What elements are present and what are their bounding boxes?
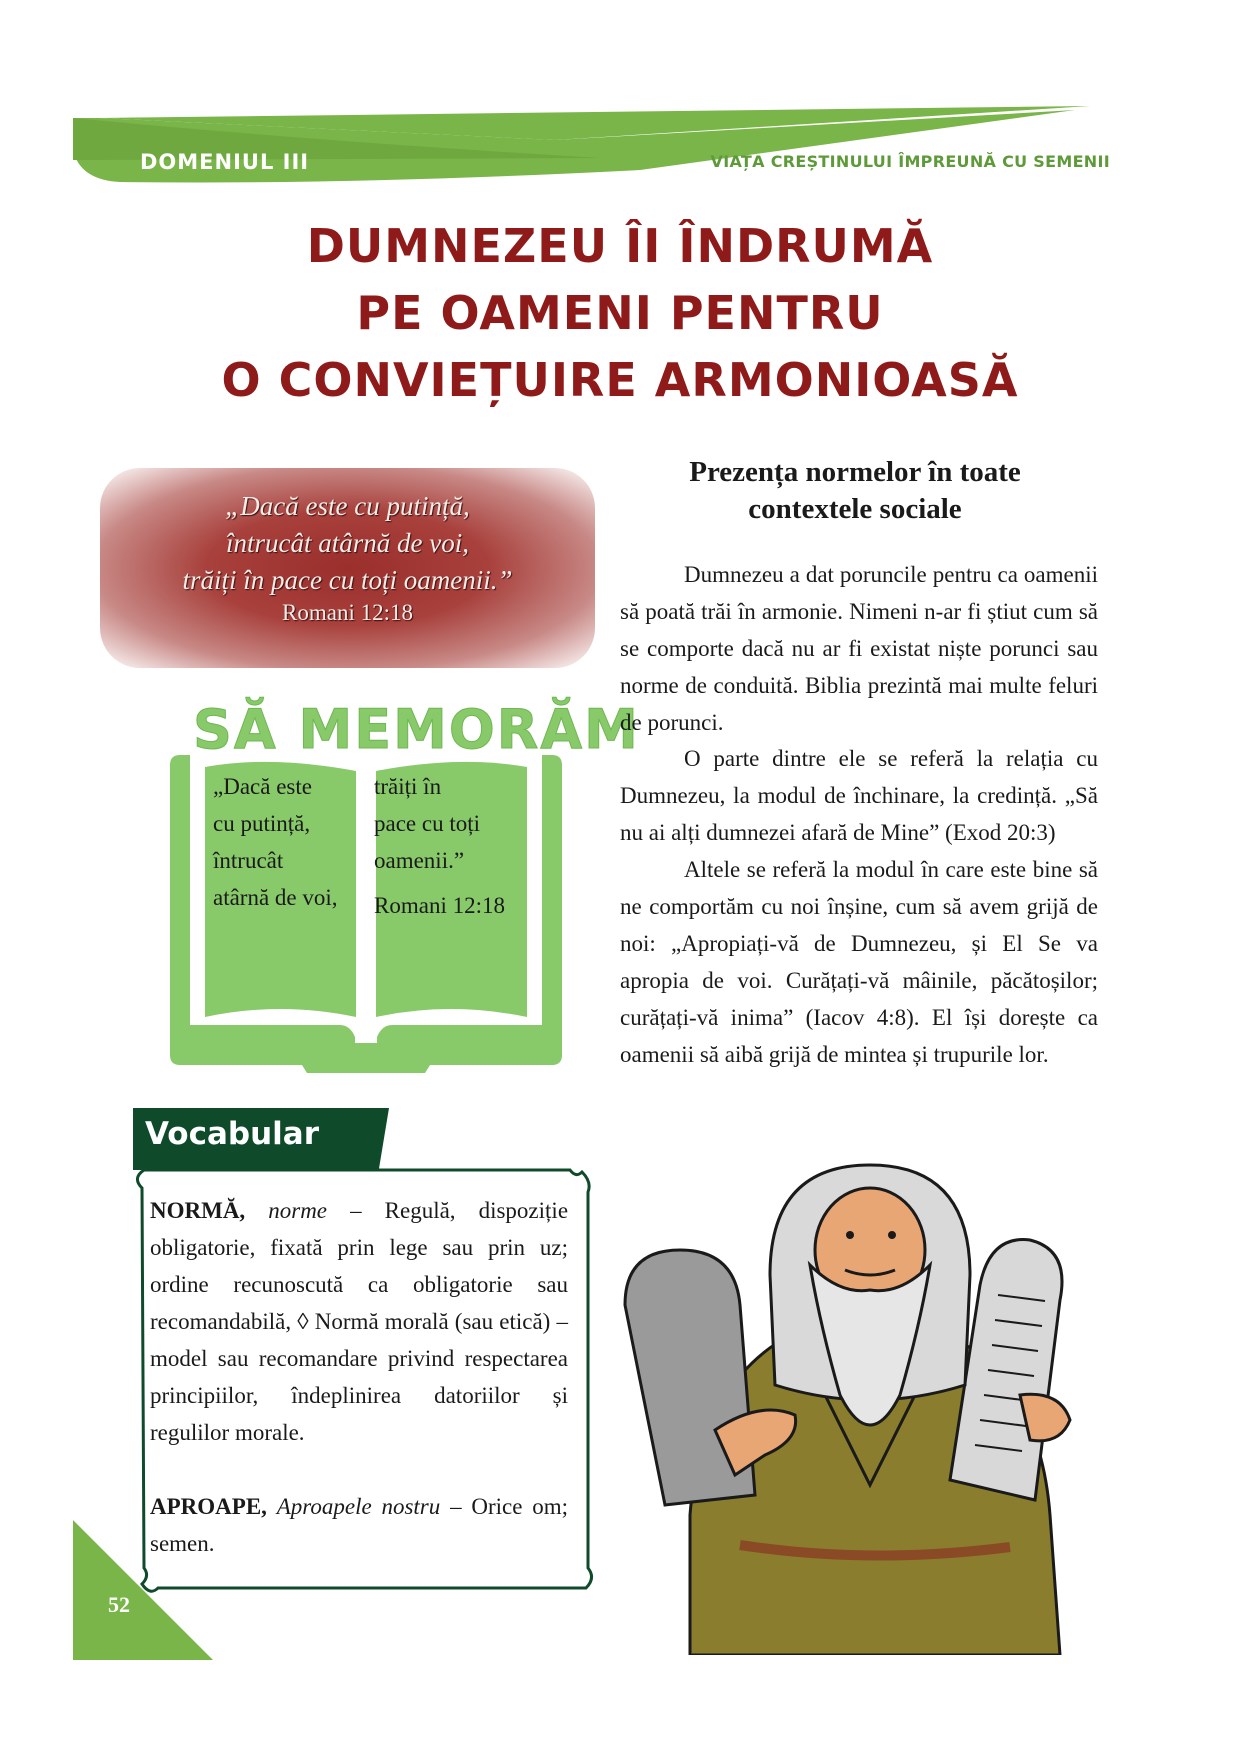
book-left-page-text [213, 768, 338, 916]
book-left-line-2: cu putință, [213, 811, 311, 836]
article-paragraph-2: O parte dintre ele se referă la relația cu Dumnezeu, la modul de închinare, la credință. „Să nu ai alți dumnezei afară de Mine” (Exod 20:3) [620, 746, 1098, 845]
vocab-form: norme [268, 1198, 328, 1223]
vocabulary-entry-norma [150, 1192, 568, 1451]
book-left-line-1: „Dacă este [213, 774, 312, 799]
page-title-line-1: DUMNEZEU ÎI ÎNDRUMĂ [306, 219, 934, 273]
vocabulary-title: Vocabular [145, 1116, 319, 1152]
book-left-line-3: întrucât [213, 848, 284, 873]
page-title-line-2: PE OAMENI PENTRU [356, 286, 884, 340]
book-right-line-2: pace cu toți [374, 811, 481, 836]
vocab-definition: – Orice om; semen. [150, 1494, 569, 1556]
quote-reference: Romani 12:18 [282, 600, 413, 625]
book-left-line-4: atârnă de voi, [213, 885, 338, 910]
article-heading [615, 454, 1095, 528]
page-corner-triangle [73, 1520, 213, 1660]
vocab-definition: – Regulă, dispoziție obligatorie, fixată prin lege sau prin uz; ordine recunoscută ca obligatorie sau recomandabilă, ◊ Normă morală (sau etică) – model sau recomandare privind respectarea principiilor, îndeplinirea datoriilor și regulilor morale. [150, 1198, 569, 1445]
quote-line-1: „Dacă este cu putință, [225, 491, 470, 521]
book-right-line-1: trăiți în [374, 774, 442, 799]
book-reference: Romani 12:18 [374, 893, 505, 918]
memorize-heading: SĂ MEMORĂM [193, 698, 640, 761]
book-right-page-text [374, 768, 505, 924]
article-heading-line-2: contextele sociale [748, 493, 962, 525]
page-title-line-3: O CONVIEȚUIRE ARMONIOASĂ [221, 353, 1019, 407]
vocab-form: Aproapele nostru [276, 1494, 441, 1519]
quote-text [100, 488, 595, 599]
section-label: VIAȚA CREȘTINULUI ÎMPREUNĂ CU SEMENII [710, 152, 1110, 171]
vocab-term: APROAPE, [150, 1494, 267, 1519]
domain-label: DOMENIUL III [140, 150, 310, 174]
vocab-term: NORMĂ, [150, 1198, 246, 1223]
page-number: 52 [108, 1592, 130, 1617]
article-paragraph-1: Dumnezeu a dat poruncile pentru ca oamenii să poată trăi în armonie. Nimeni n-ar fi știut cum să se comporte dacă nu ar fi existat niște porunci sau norme de conduită. Biblia prezintă mai multe feluri de porunci. [620, 562, 1098, 735]
moses-with-tablets-illustration [620, 1155, 1120, 1655]
article-heading-line-1: Prezența normelor în toate [689, 456, 1021, 488]
book-right-line-3: oamenii.” [374, 848, 465, 873]
article-paragraph-3: Altele se referă la modul în care este bine să ne comportăm cu noi înșine, cum să avem grijă de noi: „Apropiați-vă de Dumnezeu, și El Se va apropia de voi. Curățați-vă mâinile, păcătoșilor; curățați-vă inima” (Iacov 4:8). El își dorește ca oamenii să aibă grijă de mintea și trupurile lor. [620, 857, 1098, 1067]
quote-line-2: întrucât atârnă de voi, [226, 528, 469, 558]
quote-line-3: trăiți în pace cu toți oamenii.” [182, 565, 513, 595]
